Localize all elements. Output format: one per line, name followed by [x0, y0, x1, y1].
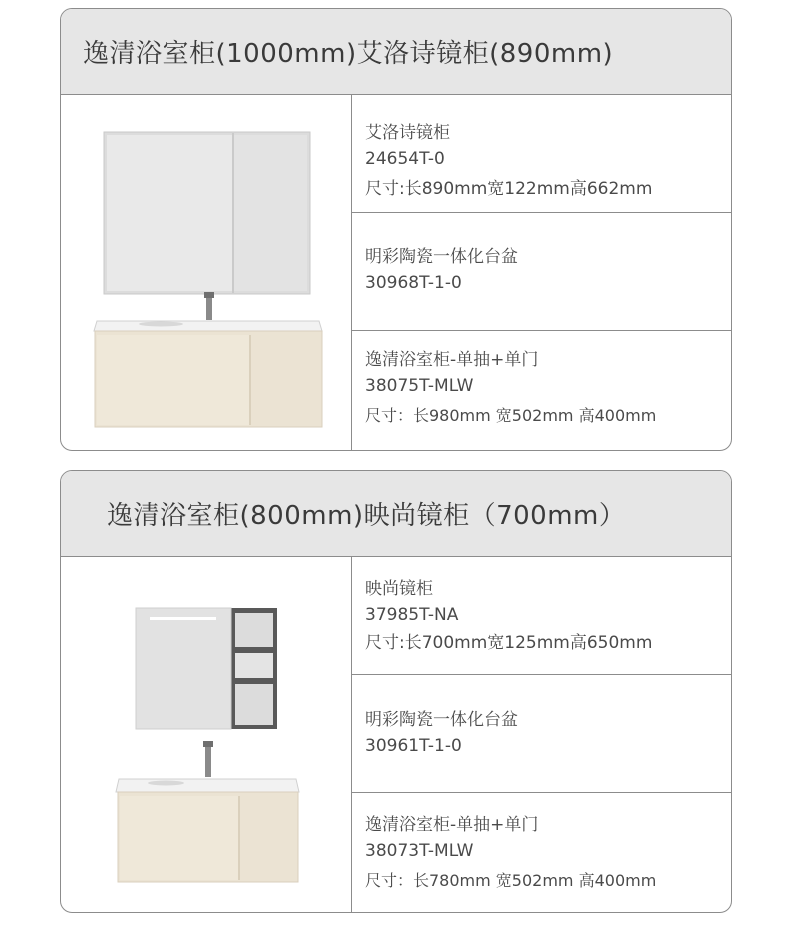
product-name: 映尚镜柜 [365, 579, 433, 599]
product-size: 尺寸：长980mm 宽502mm 高400mm [365, 406, 657, 425]
product-set-card-1000 [60, 8, 732, 451]
bathroom-cabinet-set-image [61, 557, 351, 912]
card-title: 逸清浴室柜(1000mm)艾洛诗镜柜(890mm) [83, 39, 614, 69]
product-set-card-800 [60, 470, 732, 913]
product-code: 38073T-MLW [365, 841, 474, 861]
product-code: 38075T-MLW [365, 376, 474, 396]
product-name: 逸清浴室柜-单抽+单门 [365, 350, 539, 370]
product-code: 30961T-1-0 [365, 736, 462, 756]
product-row-mirror-cabinet [351, 95, 731, 213]
product-row-basin [351, 675, 731, 793]
product-code: 30968T-1-0 [365, 273, 462, 293]
product-code: 24654T-0 [365, 149, 445, 169]
product-row-vanity-cabinet [351, 793, 731, 911]
product-row-vanity-cabinet [351, 331, 731, 449]
product-size: 尺寸:长890mm宽122mm高662mm [365, 179, 653, 199]
product-code: 37985T-NA [365, 605, 459, 625]
product-row-mirror-cabinet [351, 557, 731, 675]
product-name: 艾洛诗镜柜 [365, 123, 450, 143]
card-header [61, 9, 731, 95]
product-image-cell [61, 95, 352, 450]
product-name: 明彩陶瓷一体化台盆 [365, 247, 518, 267]
bathroom-cabinet-set-image [61, 95, 351, 450]
card-title: 逸清浴室柜(800mm)映尚镜柜（700mm） [107, 501, 626, 531]
product-row-basin [351, 213, 731, 331]
product-image-cell [61, 557, 352, 912]
product-size: 尺寸：长780mm 宽502mm 高400mm [365, 871, 657, 890]
product-size: 尺寸:长700mm宽125mm高650mm [365, 633, 653, 653]
product-name: 明彩陶瓷一体化台盆 [365, 710, 518, 730]
card-header [61, 471, 731, 557]
product-name: 逸清浴室柜-单抽+单门 [365, 815, 539, 835]
